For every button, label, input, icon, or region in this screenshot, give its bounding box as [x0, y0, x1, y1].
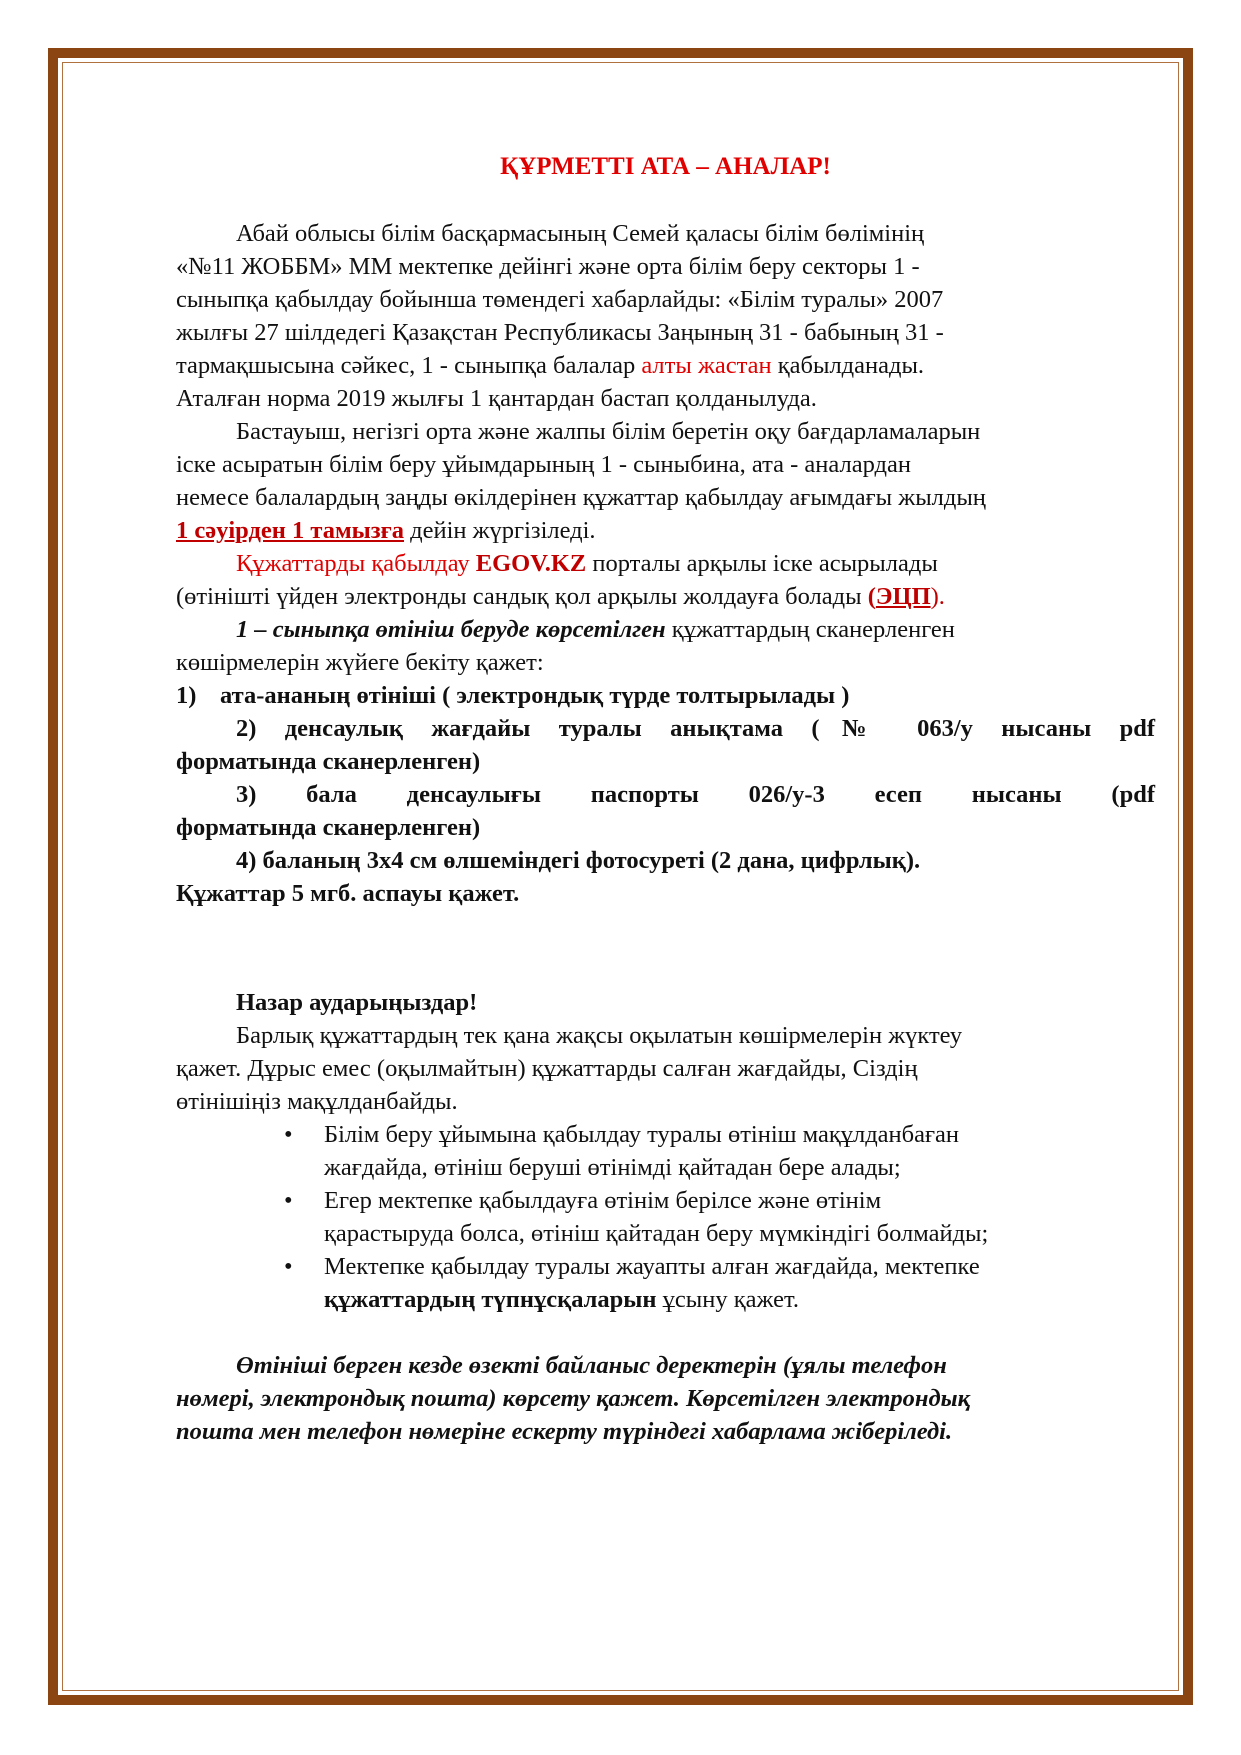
text-span: (	[867, 583, 876, 610]
bullet-item	[284, 1118, 1155, 1184]
notes-list	[176, 1118, 1155, 1316]
text-line: өтінішіңіз мақұлданбайды.	[176, 1088, 458, 1115]
text-line: Аталған норма 2019 жылғы 1 қантардан бастап қолданылуда.	[176, 385, 817, 412]
text-span: порталы арқылы іске асырылады	[586, 550, 938, 577]
text-line: іске асыратын білім беру ұйымдарының 1 - сыныбина, ата - аналардан	[176, 451, 911, 478]
paragraph-requirements	[176, 613, 1155, 679]
text-line: Мектепке қабылдау туралы жауапты алған жағдайда, мектепке	[324, 1253, 980, 1280]
bullet-icon: •	[284, 1187, 293, 1214]
size-note: Құжаттар 5 мгб. аспауы қажет.	[176, 880, 520, 907]
text-line	[176, 547, 1155, 580]
age-highlight: алты жастан	[641, 352, 772, 379]
list-item: форматында сканерленген)	[176, 814, 481, 841]
text-span: (өтінішті үйден электронды сандық қол арқылы жолдауға болады	[176, 583, 868, 610]
text-span: құжаттардың түпнұсқаларын	[324, 1286, 657, 1313]
text-span: тармақшысына сәйкес, 1 - сыныпқа балалар	[176, 352, 642, 379]
text-span: Құжаттарды қабылдау	[236, 550, 476, 577]
list-item: 4) баланың 3х4 см өлшеміндегі фотосуреті (2 дана, цифрлық).	[236, 847, 921, 874]
closing-note	[176, 1349, 1155, 1448]
attention-section	[176, 986, 1155, 1118]
text-span: ұсыну қажет.	[656, 1286, 799, 1313]
bullet-icon: •	[284, 1121, 293, 1148]
text-line: Абай облысы білім басқармасының Семей қаласы білім бөлімінің	[236, 220, 925, 247]
text-line: нөмері, электрондық пошта) көрсету қажет. Көрсетілген электрондық	[176, 1385, 971, 1412]
spacer	[176, 1316, 1155, 1349]
text-line: Барлық құжаттардың тек қана жақсы оқылатын көшірмелерін жүктеу	[236, 1022, 963, 1049]
list-item: 2) денсаулық жағдайы туралы анықтама (№ 063/у нысаны pdf	[236, 715, 1155, 742]
list-item: форматында сканерленген)	[176, 748, 481, 775]
text-line: Өтініші берген кезде өзекті байланыс деректерін (ұялы телефон	[236, 1352, 947, 1379]
bullet-item	[284, 1250, 1155, 1316]
text-line: көшірмелерін жүйеге бекіту қажет:	[176, 649, 544, 676]
text-line: пошта мен телефон нөмеріне ескерту түріндегі хабарлама жіберіледі.	[176, 1418, 953, 1445]
documents-list	[176, 679, 1155, 910]
text-span: құжаттардың сканерленген	[665, 616, 955, 643]
date-range-highlight: 1 сәуірден 1 тамызға	[176, 517, 404, 544]
text-line: Бастауыш, негізгі орта және жалпы білім беретін оқу бағдарламаларын	[236, 418, 981, 445]
text-line	[176, 580, 1155, 613]
list-item-text: ата-ананың өтініші ( электрондық түрде толтырылады )	[220, 682, 850, 709]
page-title: ҚҰРМЕТТІ АТА – АНАЛАР!	[500, 153, 831, 180]
bullet-item	[284, 1184, 1155, 1250]
text-span: қабылданады.	[771, 352, 925, 379]
spacer	[176, 910, 1155, 986]
bullet-icon: •	[284, 1253, 293, 1280]
document-body	[176, 150, 1155, 1448]
paragraph-intro	[176, 217, 1155, 415]
text-line	[176, 514, 1155, 547]
text-line: немесе балалардың заңды өкілдерінен құжаттар қабылдау ағымдағы жылдың	[176, 484, 986, 511]
ecp-abbreviation: ЭЦП	[875, 583, 931, 610]
text-line: «№11 ЖОББМ» ММ мектепке дейінгі және орта білім беру секторы 1 -	[176, 253, 920, 280]
paragraph-portal	[176, 547, 1155, 613]
text-line: жылғы 27 шілдедегі Қазақстан Республикасы Заңының 31 - бабының 31 -	[176, 319, 944, 346]
paragraph-schedule	[176, 415, 1155, 547]
text-line: қажет. Дұрыс емес (оқылмайтын) құжаттарды салған жағдайды, Сіздің	[176, 1055, 918, 1082]
text-line	[176, 613, 1155, 646]
text-line: Егер мектепке қабылдауға өтінім берілсе және өтінім	[324, 1187, 882, 1214]
text-line: Білім беру ұйымына қабылдау туралы өтініш мақұлданбаған	[324, 1121, 960, 1148]
list-number: 1)	[176, 682, 197, 709]
text-span: ).	[930, 583, 945, 610]
list-item: 3) бала денсаулығы паспорты 026/у-3 есеп нысаны (pdf	[236, 781, 1155, 808]
text-span: дейін жүргізіледі.	[404, 517, 596, 544]
text-line: сыныпқа қабылдау бойынша төмендегі хабарлайды: «Білім туралы» 2007	[176, 286, 944, 313]
list-item	[176, 679, 1155, 712]
text-line	[176, 349, 1155, 382]
egov-link[interactable]: EGOV.KZ	[475, 550, 587, 577]
attention-heading: Назар аударыңыздар!	[236, 989, 478, 1016]
text-line: жағдайда, өтініш беруші өтінімді қайтадан бере алады;	[324, 1154, 901, 1181]
text-span: 1 – сыныпқа өтініш беруде көрсетілген	[236, 616, 666, 643]
text-line: қарастыруда болса, өтініш қайтадан беру мүмкіндігі болмайды;	[324, 1220, 989, 1247]
